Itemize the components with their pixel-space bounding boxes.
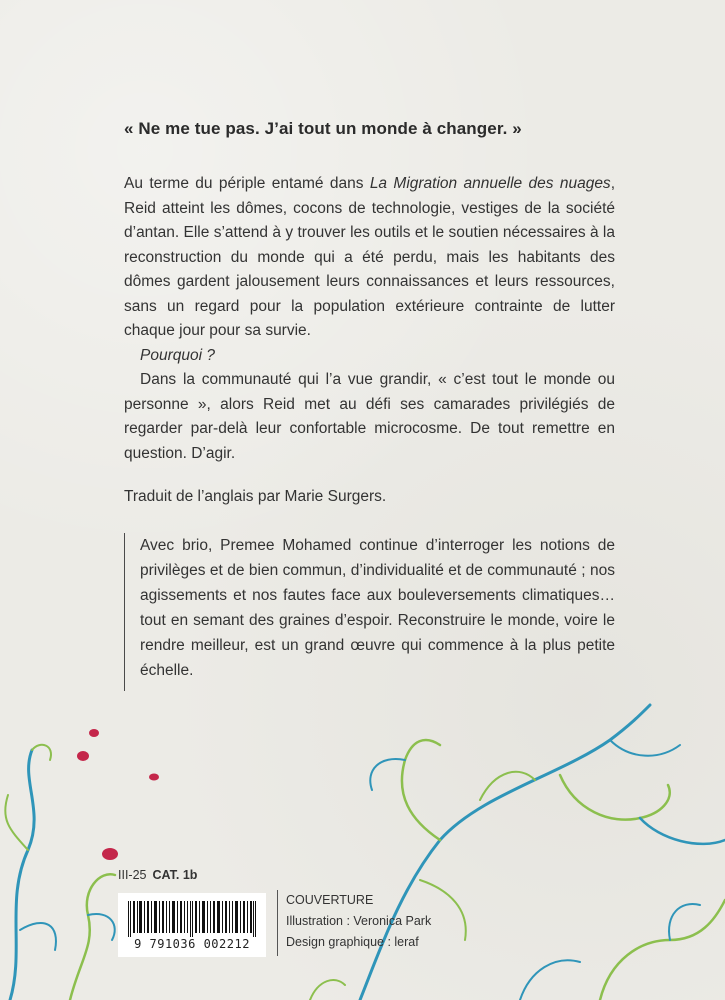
- catalog-category: CAT. 1b: [152, 868, 198, 882]
- catalog-code: [118, 868, 197, 882]
- synopsis-paragraph-1: [124, 172, 615, 344]
- cover-credits: [277, 890, 431, 956]
- review-blurb: Avec brio, Premee Mohamed continue d’interroger les notions de privilèges et de bien commun, d’individualité et de communauté ; nos agissements et nos fautes face aux bouleversements climatiques… tout en semant des graines d’espoir. Reconstruire le monde, voire le rendre meilleur, est un grand œuvre qui commence à la plus petite échelle.: [124, 533, 615, 691]
- synopsis-p1-start: Au terme du périple entamé dans: [124, 175, 370, 192]
- isbn-number: 9 791036 002212: [134, 937, 250, 951]
- credits-heading: COUVERTURE: [286, 893, 374, 907]
- synopsis: [124, 172, 615, 466]
- isbn-barcode: [118, 893, 266, 957]
- synopsis-question: Pourquoi ?: [140, 346, 215, 364]
- tagline-quote: « Ne me tue pas. J’ai tout un monde à changer. »: [124, 119, 522, 138]
- catalog-number: III-25: [118, 868, 147, 882]
- prequel-title: La Migration annuelle des nuages: [369, 175, 611, 192]
- synopsis-paragraph-3: Dans la communauté qui l’a vue grandir, « c’est tout le monde ou personne », alors Reid met au défi ses camarades privilégiés de regarder par-delà leur confortable microcosme. De tout remettre en question. D’agir.: [124, 371, 615, 462]
- design-credit: Design graphique : leraf: [286, 935, 419, 949]
- illustration-credit: Illustration : Veronica Park: [286, 914, 432, 928]
- translator-credit: Traduit de l’anglais par Marie Surgers.: [124, 488, 387, 505]
- synopsis-p1-end: , Reid atteint les dômes, cocons de technologie, vestiges de la société d’antan. Elle s’attend à y trouver les outils et le soutien nécessaires à la reconstruction du monde qui a été perdu, mais les habitants des dômes gardent jalousement leurs connaissances et leurs ressources, sans un regard pour la population extérieure contrainte de lutter chaque jour pour sa survie.: [124, 175, 615, 339]
- barcode-bars: [126, 901, 258, 937]
